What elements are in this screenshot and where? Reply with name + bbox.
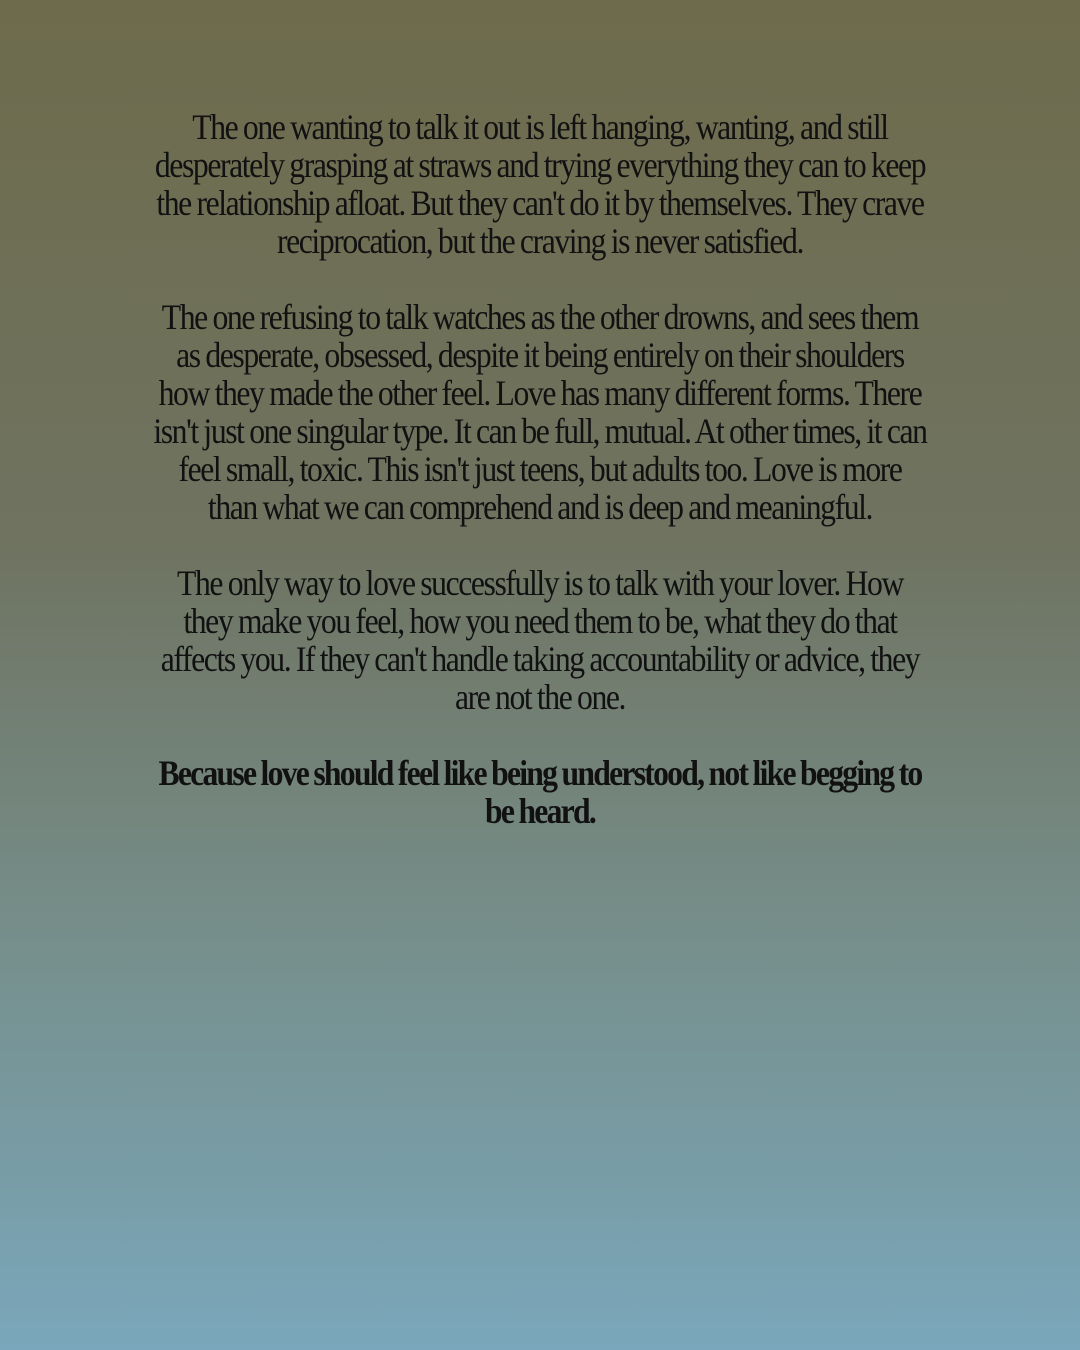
closing-statement: Because love should feel like being understood, not like begging to be heard.: [158, 753, 922, 831]
paragraph-1: The one wanting to talk it out is left hanging, wanting, and still desperately grasping at straws and trying everything they can to keep the relationship afloat. But they can't do it by themselves. They crave reciprocation, but the craving is never satisfied.: [154, 107, 926, 261]
paragraph-3: The only way to love successfully is to talk with your lover. How they make you feel, how you need them to be, what they do that affects you. If they can't handle taking accountability or advice, they are not the one.: [160, 563, 920, 717]
post-text-block: [100, 108, 980, 830]
paragraph-2: The one refusing to talk watches as the other drowns, and sees them as desperate, obsessed, despite it being entirely on their shoulders how they made the other feel. Love has many different forms. There isn't just one singular type. It can be full, mutual. At other times, it can feel small, toxic. This isn't just teens, but adults too. Love is more than what we can comprehend and is deep and meaningful.: [153, 297, 927, 527]
